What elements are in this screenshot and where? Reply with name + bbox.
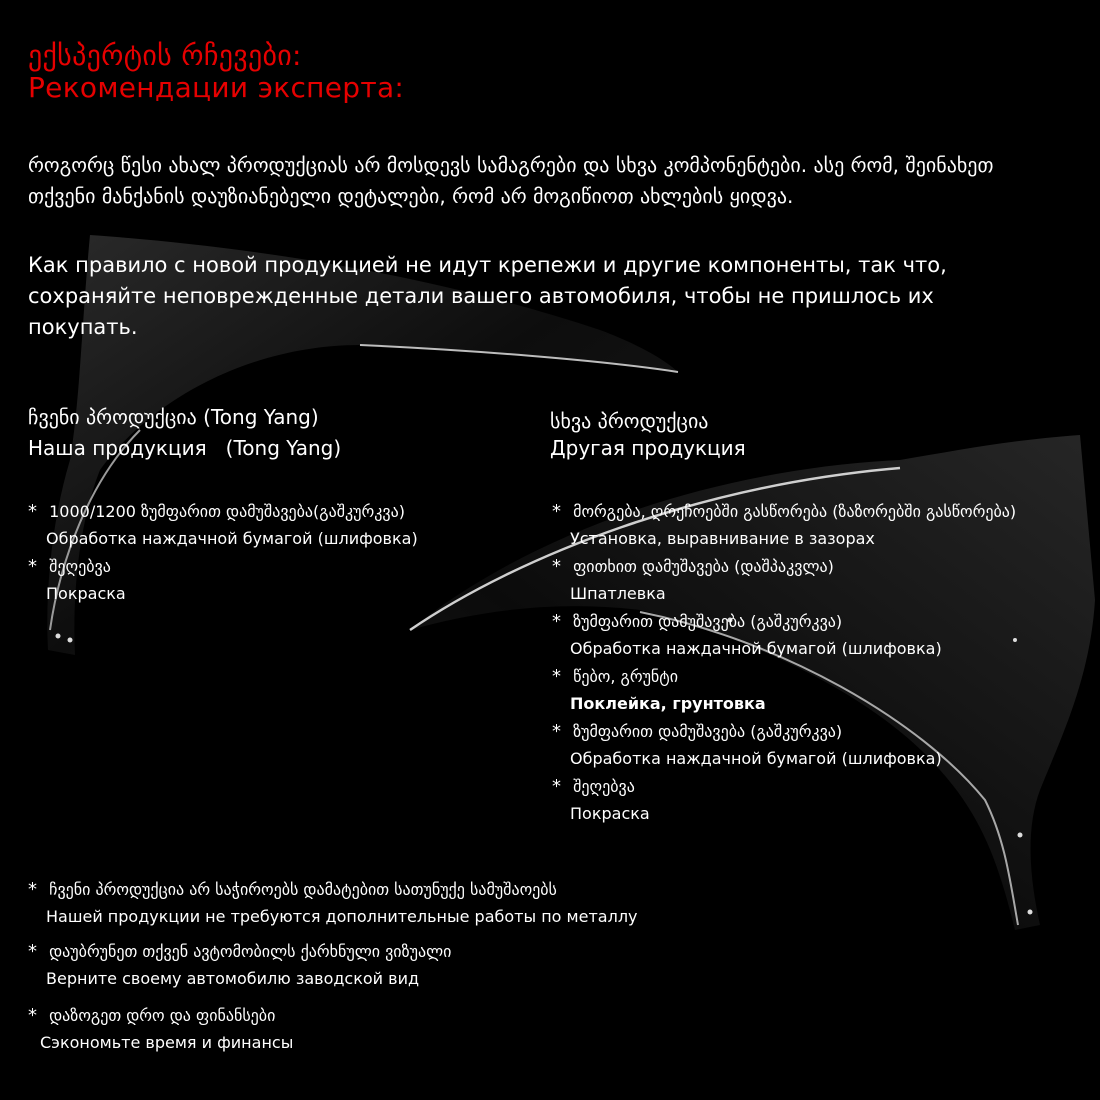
intro-russian: Как правило с новой продукцией не идут крепежи и другие компоненты, так что, сохраняйте неповрежденные детали вашего автомобиля, чтобы не пришлось их покупать. bbox=[28, 253, 947, 339]
bullet-star: * bbox=[28, 501, 37, 522]
item-russian: Установка, выравнивание в зазорах bbox=[570, 529, 875, 548]
item-russian: Поклейка, грунтовка bbox=[570, 694, 766, 713]
title-georgian: ექსპერტის რჩევები: bbox=[28, 39, 302, 72]
benefit-item bbox=[28, 876, 638, 930]
item-georgian: ზუმფარით დამუშავება (გაშკურკვა) bbox=[573, 722, 843, 741]
other-products-item bbox=[552, 498, 1016, 552]
item-georgian: 1000/1200 ზუმფარით დამუშავება(გაშკურკვა) bbox=[49, 502, 405, 521]
benefit-russian: Верните своему автомобилю заводской вид bbox=[46, 969, 420, 988]
benefit-russian: Сэкономьте время и финансы bbox=[40, 1033, 294, 1052]
item-russian: Шпатлевка bbox=[570, 584, 666, 603]
item-russian: Обработка наждачной бумагой (шлифовка) bbox=[570, 639, 942, 658]
our-products-item bbox=[28, 498, 418, 552]
item-georgian: შეღებვა bbox=[49, 557, 111, 576]
other-products-item bbox=[552, 718, 942, 772]
other-products-item bbox=[552, 608, 942, 662]
bullet-star: * bbox=[28, 879, 37, 900]
our-products-heading-russian: Наша продукция (Tong Yang) bbox=[28, 436, 342, 460]
bullet-star: * bbox=[552, 556, 561, 577]
bullet-star: * bbox=[552, 501, 561, 522]
bullet-star: * bbox=[28, 1005, 37, 1026]
benefit-georgian: დაუბრუნეთ თქვენ ავტომობილს ქარხნული ვიზუალი bbox=[49, 942, 452, 961]
other-products-item bbox=[552, 663, 766, 717]
bullet-star: * bbox=[552, 666, 561, 687]
benefit-russian: Нашей продукции не требуются дополнительные работы по металлу bbox=[46, 907, 638, 926]
intro-georgian: როგორც წესი ახალ პროდუქციას არ მოსდევს სამაგრები და სხვა კომპონენტები. ასე რომ, შეინახეთ თქვენი მანქანის დაუზიანებელი დეტალები, რომ არ მოგიწიოთ ახლების ყიდვა. bbox=[28, 153, 994, 208]
item-georgian: მორგება, ღრეჩოებში გასწორება (ზაზორებში გასწორება) bbox=[573, 502, 1017, 521]
item-georgian: შეღებვა bbox=[573, 777, 635, 796]
benefit-georgian: დაზოგეთ დრო და ფინანსები bbox=[49, 1006, 276, 1025]
benefit-georgian: ჩვენი პროდუქცია არ საჭიროებს დამატებით სათუნუქე სამუშაოებს bbox=[49, 880, 557, 899]
item-russian: Обработка наждачной бумагой (шлифовка) bbox=[46, 529, 418, 548]
bullet-star: * bbox=[552, 776, 561, 797]
other-products-heading-georgian: სხვა პროდუქცია bbox=[550, 409, 709, 433]
bullet-star: * bbox=[552, 611, 561, 632]
other-products-heading-russian: Другая продукция bbox=[550, 436, 746, 460]
other-products-item bbox=[552, 553, 834, 607]
item-georgian: წებო, გრუნტი bbox=[573, 667, 679, 686]
item-russian: Покраска bbox=[570, 804, 650, 823]
item-georgian: ფითხით დამუშავება (დაშპაკვლა) bbox=[573, 557, 834, 576]
item-russian: Обработка наждачной бумагой (шлифовка) bbox=[570, 749, 942, 768]
benefit-item bbox=[28, 1002, 293, 1056]
bullet-star: * bbox=[28, 941, 37, 962]
other-products-item bbox=[552, 773, 650, 827]
item-georgian: ზუმფარით დამუშავება (გაშკურკვა) bbox=[573, 612, 843, 631]
our-products-item bbox=[28, 553, 126, 607]
benefit-item bbox=[28, 938, 451, 992]
bullet-star: * bbox=[552, 721, 561, 742]
our-products-heading-georgian: ჩვენი პროდუქცია (Tong Yang) bbox=[28, 405, 319, 429]
title-russian: Рекомендации эксперта: bbox=[28, 71, 405, 104]
bullet-star: * bbox=[28, 556, 37, 577]
item-russian: Покраска bbox=[46, 584, 126, 603]
